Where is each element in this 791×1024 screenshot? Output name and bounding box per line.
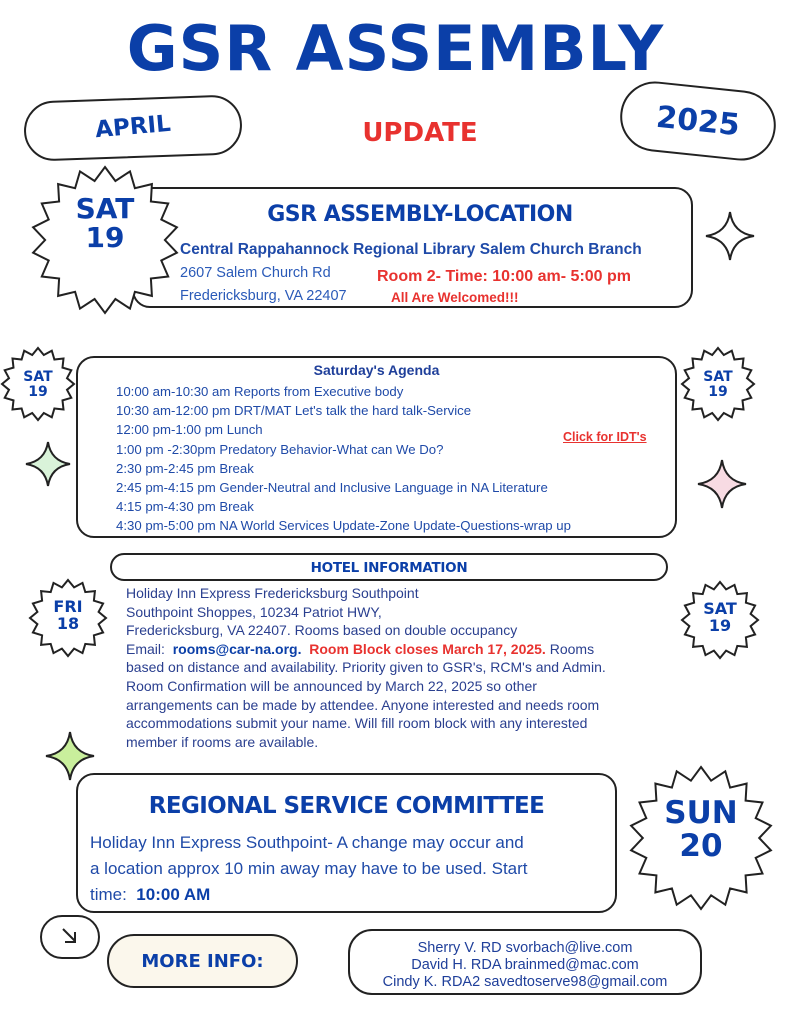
location-date: 19 (85, 221, 125, 255)
green-sparkle-icon (24, 440, 72, 488)
page-title: GSR ASSEMBLY (126, 12, 665, 85)
hotel-line: Fredericksburg, VA 22407. Rooms based on double occupancy (126, 622, 518, 639)
agenda-heading: Saturday's Agenda (313, 362, 440, 378)
agenda-left-burst-text (8, 370, 68, 399)
agenda-item: 4:30 pm-5:00 pm NA World Services Update-Zone Update-Questions-wrap up (116, 518, 571, 534)
rsc-heading: REGIONAL SERVICE COMMITTEE (148, 793, 545, 819)
rsc-line: a location approx 10 min away may have to be used. Start (90, 859, 528, 878)
pink-sparkle-icon (696, 458, 748, 510)
hotel-left-date: 18 (56, 613, 80, 633)
hotel-rooms-word: Rooms (549, 640, 595, 657)
idt-link[interactable]: Click for IDT's (563, 430, 647, 444)
rsc-burst-text (646, 797, 756, 862)
agenda-item: 12:00 pm-1:00 pm Lunch (116, 422, 263, 438)
hotel-heading: HOTEL INFORMATION (310, 560, 468, 576)
contacts-box (348, 929, 702, 995)
rsc-time: 10:00 AM (136, 885, 211, 904)
location-room-time: Room 2- Time: 10:00 am- 5:00 pm (377, 268, 632, 285)
year-label: 2025 (654, 99, 742, 144)
agenda-item: 10:00 am-10:30 am Reports from Executive body (116, 384, 404, 399)
hotel-line: accommodations submit your name. Will fill room block with any interested (126, 715, 588, 732)
agenda-right-burst-text (688, 370, 748, 399)
hotel-left-day: FRI (53, 597, 83, 616)
rsc-date: 20 (679, 827, 723, 864)
location-address2: Fredericksburg, VA 22407 (180, 288, 347, 304)
rsc-day: SUN (664, 795, 738, 831)
rsc-time-label: time: (90, 885, 127, 904)
sparkle-icon (704, 210, 756, 262)
location-day: SAT (75, 192, 135, 225)
hotel-right-burst-text (690, 601, 750, 635)
month-pill (23, 94, 243, 162)
agenda-left-day: SAT (23, 369, 53, 385)
contact-line[interactable]: Sherry V. RD svorbach@live.com (417, 940, 633, 956)
agenda-item: 4:15 pm-4:30 pm Break (116, 499, 254, 515)
agenda-item: 10:30 am-12:00 pm DRT/MAT Let's talk the hard talk-Service (116, 403, 472, 419)
hotel-line: Southpoint Shoppes, 10234 Patriot HWY, (126, 603, 382, 620)
contact-line[interactable]: David H. RDA brainmed@mac.com (411, 957, 639, 973)
arrow-down-right-icon (42, 917, 98, 957)
update-label: UPDATE (362, 118, 478, 148)
hotel-line: based on distance and availability. Priority given to GSR's, RCM's and Admin. (126, 659, 606, 676)
location-address1: 2607 Salem Church Rd (180, 265, 331, 281)
agenda-item: 2:45 pm-4:15 pm Gender-Neutral and Inclusive Language in NA Literature (116, 480, 548, 496)
year-pill (617, 78, 779, 164)
agenda-right-date: 19 (708, 383, 728, 400)
hotel-email-link[interactable]: rooms@car-na.org. (172, 640, 302, 657)
arrow-button[interactable] (40, 915, 100, 959)
hotel-right-date: 19 (708, 615, 732, 635)
hotel-right-day: SAT (703, 599, 737, 618)
month-label: APRIL (94, 110, 172, 144)
hotel-text (126, 584, 686, 751)
agenda-list (116, 382, 571, 536)
agenda-left-date: 19 (28, 383, 48, 400)
hotel-left-burst-text (38, 599, 98, 633)
location-venue: Central Rappahannock Regional Library Salem Church Branch (180, 241, 642, 258)
hotel-line: member if rooms are available. (126, 733, 319, 750)
rsc-line: Holiday Inn Express Southpoint- A change may occur and (90, 833, 524, 852)
more-info-pill (107, 934, 298, 988)
agenda-item: 2:30 pm-2:45 pm Break (116, 460, 254, 476)
hotel-line (126, 640, 686, 659)
hotel-room-block: Room Block closes March 17, 2025. (309, 640, 546, 657)
location-welcome: All Are Welcomed!!! (391, 290, 519, 305)
location-heading: GSR ASSEMBLY-LOCATION (267, 202, 573, 227)
hotel-line: Holiday Inn Express Fredericksburg Southpoint (126, 585, 419, 601)
contact-line[interactable]: Cindy K. RDA2 savedtoserve98@gmail.com (382, 974, 668, 990)
contacts-list (350, 940, 700, 991)
hotel-email-label: Email: (126, 640, 165, 657)
agenda-item: 1:00 pm -2:30pm Predatory Behavior-What can We Do? (116, 441, 444, 457)
hotel-line: arrangements can be made by attendee. Anyone interested and needs room (126, 696, 600, 713)
hotel-heading-pill (110, 553, 668, 581)
rsc-text (90, 830, 528, 908)
rsc-line (90, 882, 528, 908)
agenda-right-day: SAT (703, 369, 733, 385)
location-burst-text (50, 194, 160, 253)
more-info-label: MORE INFO: (141, 951, 264, 972)
hotel-line: Room Confirmation will be announced by March 22, 2025 so other (126, 677, 537, 694)
